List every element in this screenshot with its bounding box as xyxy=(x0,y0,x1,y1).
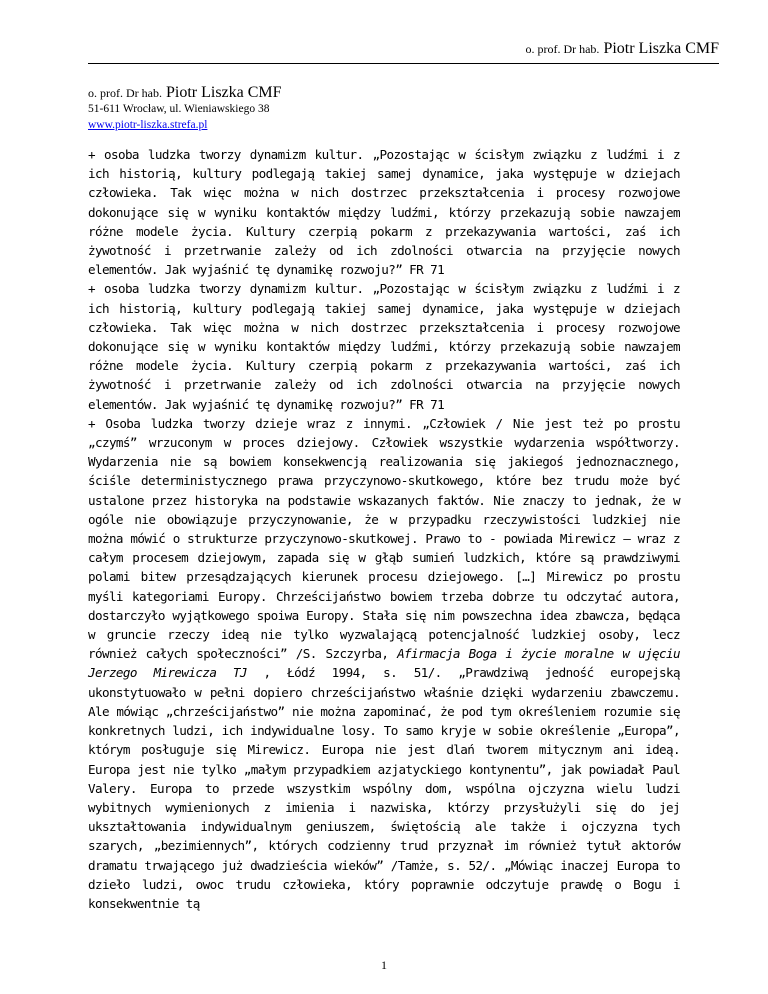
header-author-name: Piotr Liszka CMF xyxy=(603,40,719,57)
letterhead-author-name: Piotr Liszka CMF xyxy=(165,84,282,101)
letterhead-address: 51-611 Wrocław, ul. Wieniawskiego 38 xyxy=(88,103,270,115)
header-prefix: o. prof. Dr hab. xyxy=(525,42,600,56)
body-text xyxy=(88,145,680,913)
website-link[interactable]: www.piotr-liszka.strefa.pl xyxy=(88,119,208,131)
letterhead xyxy=(88,84,282,133)
letterhead-name-line xyxy=(88,84,282,102)
paragraph-3-part-b: , Łódź 1994, s. 51/. „Prawdziwą jedność europejską ukonstytuowało w pełni dopiero chrześcijaństwo właśnie dzięki wydarzeniu zbawczemu. Ale mówiąc „chrześcijaństwo” nie można zapominać, że pod tym określeniem rozumie się konkretnych ludzi, ich indywidualne losy. To samo kryje w sobie określenie „Europa”, którym posługuje się Mirewicz. Europa nie jest dlań tworem mitycznym ani ideą. Europa jest nie tylko „małym przypadkiem azjatyckiego kontynentu”, jak powiadał Paul Valery. Europa to przede wszystkim wspólny dom, wspólna ojczyzna wielu ludzi wybitnych wymienionych z imienia i nazwiska, którzy przysłużyli się do jej ukształtowania indywidualnym geniuszem, świętością ale także i ojczyzna tych szarych, „bezimiennych”, których codzienny trud przyznał im również tytuł aktorów dramatu trwającego już dwadzieścia wieków” /Tamże, s. 52/. „Mówiąc inaczej Europa to dzieło ludzi, owoc trudu człowieka, który poprawnie odczytuje prawdę o Bogu i konsekwentnie tą xyxy=(88,665,680,911)
book-title: Afirmacja Boga i życie moralne w ujęciu Jerzego Mirewicza TJ xyxy=(88,646,680,681)
paragraph-2: + osoba ludzka tworzy dynamizm kultur. „Pozostając w ścisłym związku z ludźmi i z ich historią, kultury podlegają takiej samej dynamice, jaka występuje w dziejach człowieka. Tak więc można w nich dostrzec przekształcenia i procesy rozwojowe dokonujące się w wyniku kontaktów między ludźmi, którzy przekazują sobie nawzajem różne modele życia. Kultury czerpią pokarm z przekazywania wartości, zaś ich żywotność i przetrwanie zależy od ich zdolności otwarcia na przyjęcie nowych elementów. Jak wyjaśnić tę dynamikę rozwoju?” FR 71 xyxy=(88,281,680,412)
running-header xyxy=(525,40,719,58)
letterhead-prefix: o. prof. Dr hab. xyxy=(88,86,162,100)
page-number: 1 xyxy=(381,958,387,972)
paragraph-3 xyxy=(88,414,680,913)
paragraph-1: + osoba ludzka tworzy dynamizm kultur. „Pozostając w ścisłym związku z ludźmi i z ich historią, kultury podlegają takiej samej dynamice, jaka występuje w dziejach człowieka. Tak więc można w nich dostrzec przekształcenia i procesy rozwojowe dokonujące się w wyniku kontaktów między ludźmi, którzy przekazują sobie nawzajem różne modele życia. Kultury czerpią pokarm z przekazywania wartości, zaś ich żywotność i przetrwanie zależy od ich zdolności otwarcia na przyjęcie nowych elementów. Jak wyjaśnić tę dynamikę rozwoju?” FR 71 xyxy=(88,147,680,278)
header-rule xyxy=(88,63,719,64)
paragraph-3-part-a: + Osoba ludzka tworzy dzieje wraz z innymi. „Człowiek / Nie jest też po prostu „czymś” wrzuconym w proces dziejowy. Człowiek wszystkie wydarzenia współtworzy. Wydarzenia nie są bowiem konsekwencją realizowania się jakiegoś jednoznacznego, ściśle deterministycznego prawa przyczynowo-skutkowego, które bez trudu może być ustalone przez historyka na podstawie wskazanych faktów. Nie znaczy to jednak, że w ogóle nie obowiązuje przyczynowanie, że w przypadku rzeczywistości ludzkiej nie można mówić o strukturze przyczynowo-skutkowej. Prawo to - powiada Mirewicz – wraz z całym procesem dziejowym, zapada się w głąb sumień ludzkich, które są prawdziwymi polami bitew przesądzających kierunek procesu dziejowego. […] Mirewicz po prostu myśli kategoriami Europy. Chrześcijaństwo bowiem trzeba dobrze tu odczytać autora, dostarczyło wyjątkowego spoiwa Europy. Stała się nim powszechna idea zbawcza, będąca w gruncie rzeczy ideą nie tylko wyzwalającą potencjalność ludzkiej osoby, lecz również całych społeczności” /S. Szczyrba, xyxy=(88,415,680,662)
